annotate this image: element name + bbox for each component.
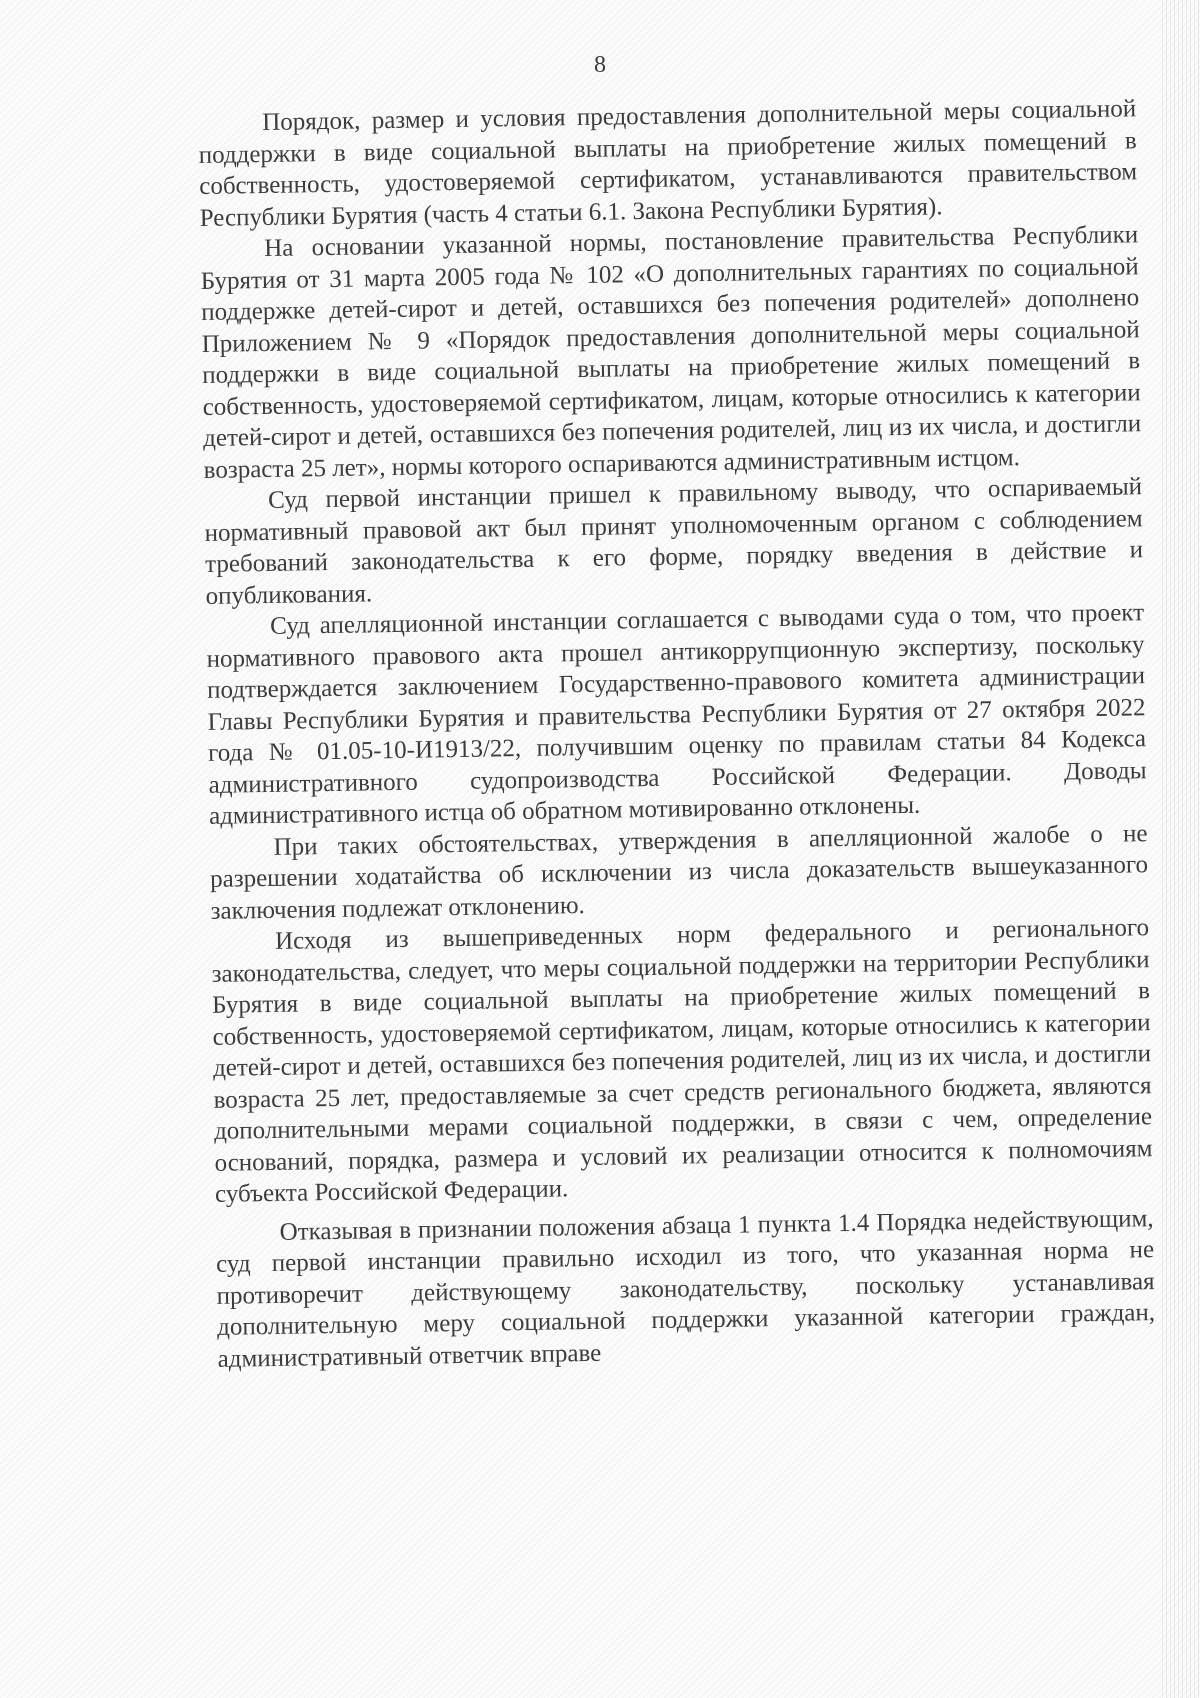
paragraph-5: При таких обстоятельствах, утверждения в апелляционной жалобе о не разрешении ходатайства об исключении из числа доказательств вышеуказанного заключения подлежат отклонению. — [209, 819, 1149, 925]
paragraph-3: Суд первой инстанции пришел к правильному выводу, что оспариваемый нормативный правовой акт был принят уполномоченным органом с соблюдением требований законодательства к его форме, порядку введения в действие и опубликования. — [204, 473, 1144, 610]
scan-edge-shading — [1162, 0, 1200, 1698]
paragraph-7: Отказывая в признании положения абзаца 1 пункта 1.4 Порядка недействующим, суд первой инстанции правильно исходил из того, что указанная норма не противоречит действующему законодательству, поскольку устанавливая дополнительную меру социальной поддержки указанной категории граждан, административный ответчик вправе — [215, 1204, 1156, 1373]
paragraph-1: Порядок, размер и условия предоставления дополнительной меры социальной поддержки в виде социальной выплаты на приобретение жилых помещений в собственность, удостоверяемой сертификатом, устанавливаются правительством Республики Бурятия (часть 4 статьи 6.1. Закона Республики Бурятия). — [198, 95, 1138, 232]
page-number: 8 — [594, 52, 606, 78]
paragraph-4: Суд апелляционной инстанции соглашается с выводами суда о том, что проект нормативного правового акта прошел антикоррупционную экспертизу, поскольку подтверждается заключением Государственно-правового комитета администрации Главы Республики Бурятия и правительства Республики Бурятия от 27 октября 2022 года № 01.05-10-И1913/22, получившим оценку по правилам статьи 84 Кодекса административного судопроизводства Российской Федерации. Доводы административного истца об обратном мотивированно отклонены. — [206, 599, 1147, 830]
document-body — [198, 93, 1156, 1375]
paragraph-6: Исходя из вышеприведенных норм федерального и регионального законодательства, следует, что меры социальной поддержки на территории Республики Бурятия в виде социальной выплаты на приобретение жилых помещений в собственность, удостоверяемой сертификатом, лицам, которые относились к категории детей-сирот и детей, оставшихся без попечения родителей, лиц из их числа, и достигли возраста 25 лет, предоставляемые за счет средств регионального бюджета, являются дополнительными мерами социальной поддержки, в связи с чем, определение оснований, порядка, размера и условий их реализации относится к полномочиям субъекта Российской Федерации. — [211, 914, 1153, 1208]
paragraph-2: На основании указанной нормы, постановление правительства Республики Бурятия от 31 марта 2005 года № 102 «О дополнительных гарантиях по социальной поддержке детей-сирот и детей, оставшихся без попечения родителей» дополнено Приложением № 9 «Порядок предоставления дополнительной меры социальной поддержки в виде социальной выплаты на приобретение жилых помещений в собственность, удостоверяемой сертификатом, лицам, которые относились к категории детей-сирот и детей, оставшихся без попечения родителей, лиц из их числа, и достигли возраста 25 лет», нормы которого оспариваются административным истцом. — [200, 221, 1142, 484]
